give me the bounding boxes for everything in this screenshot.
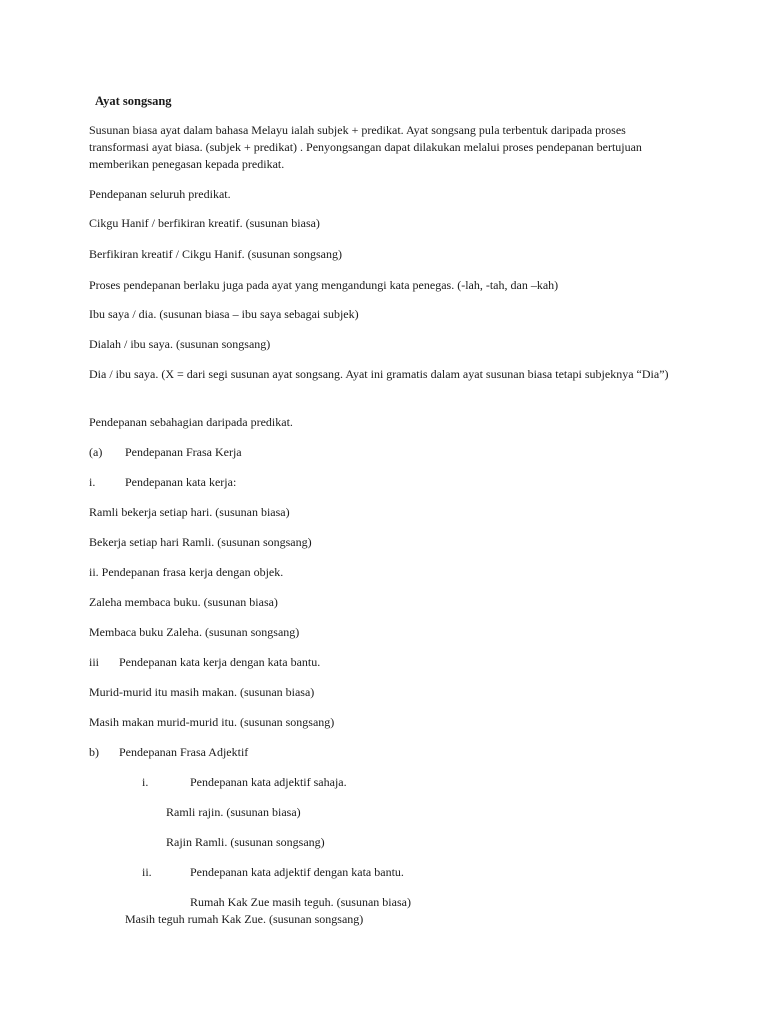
list-marker-b: b): [89, 745, 99, 759]
list-marker-a: (a): [89, 445, 103, 459]
list-marker-b-i: i.: [142, 775, 149, 789]
subheading-frasa-adjektif: Pendepanan Frasa Adjektif: [119, 745, 249, 759]
example-sentence: Masih teguh rumah Kak Zue. (susunan songsang): [125, 912, 364, 926]
list-marker-iii: iii: [89, 655, 100, 669]
example-sentence: Rumah Kak Zue masih teguh. (susunan biasa): [190, 895, 411, 909]
subheading-kata-kerja: Pendepanan kata kerja:: [125, 475, 237, 489]
example-sentence: Murid-murid itu masih makan. (susunan biasa): [89, 685, 315, 699]
example-sentence-note: Dia / ibu saya. (X = dari segi susunan ayat songsang. Ayat ini gramatis dalam ayat susunan biasa tetapi subjeknya “Dia”): [89, 367, 669, 381]
example-sentence: Ramli rajin. (susunan biasa): [166, 805, 301, 819]
subheading-adjektif-kata-bantu: Pendepanan kata adjektif dengan kata bantu.: [190, 865, 404, 879]
subheading-adjektif-sahaja: Pendepanan kata adjektif sahaja.: [190, 775, 347, 789]
subheading-frasa-kerja-objek: ii. Pendepanan frasa kerja dengan objek.: [89, 565, 284, 579]
subheading-frasa-kerja: Pendepanan Frasa Kerja: [125, 445, 242, 459]
example-sentence: Cikgu Hanif / berfikiran kreatif. (susunan biasa): [89, 216, 320, 230]
example-sentence: Membaca buku Zaleha. (susunan songsang): [89, 625, 300, 639]
section-heading-partial-predicate: Pendepanan sebahagian daripada predikat.: [89, 415, 293, 429]
example-sentence: Ibu saya / dia. (susunan biasa – ibu saya sebagai subjek): [89, 307, 359, 321]
example-sentence: Rajin Ramli. (susunan songsang): [166, 835, 325, 849]
section-heading-whole-predicate: Pendepanan seluruh predikat.: [89, 187, 231, 201]
list-marker-b-ii: ii.: [142, 865, 152, 879]
example-sentence: Dialah / ibu saya. (susunan songsang): [89, 337, 271, 351]
example-sentence: Ramli bekerja setiap hari. (susunan biasa): [89, 505, 290, 519]
example-sentence: Masih makan murid-murid itu. (susunan songsang): [89, 715, 335, 729]
subheading-kata-bantu: Pendepanan kata kerja dengan kata bantu.: [119, 655, 321, 669]
list-marker-i: i.: [89, 475, 96, 489]
intro-paragraph: Susunan biasa ayat dalam bahasa Melayu ialah subjek + predikat. Ayat songsang pula terbentuk daripada proses transformasi ayat biasa. (subjek + predikat) . Penyongsangan dapat dilakukan melalui proses pendepanan bertujuan memberikan penegasan kepada predikat.: [89, 123, 642, 171]
example-sentence: Bekerja setiap hari Ramli. (susunan songsang): [89, 535, 312, 549]
example-sentence: Zaleha membaca buku. (susunan biasa): [89, 595, 278, 609]
penegas-note: Proses pendepanan berlaku juga pada ayat yang mengandungi kata penegas. (-lah, -tah, dan –kah): [89, 278, 559, 292]
example-sentence: Berfikiran kreatif / Cikgu Hanif. (susunan songsang): [89, 247, 342, 261]
document-title: Ayat songsang: [95, 94, 172, 108]
